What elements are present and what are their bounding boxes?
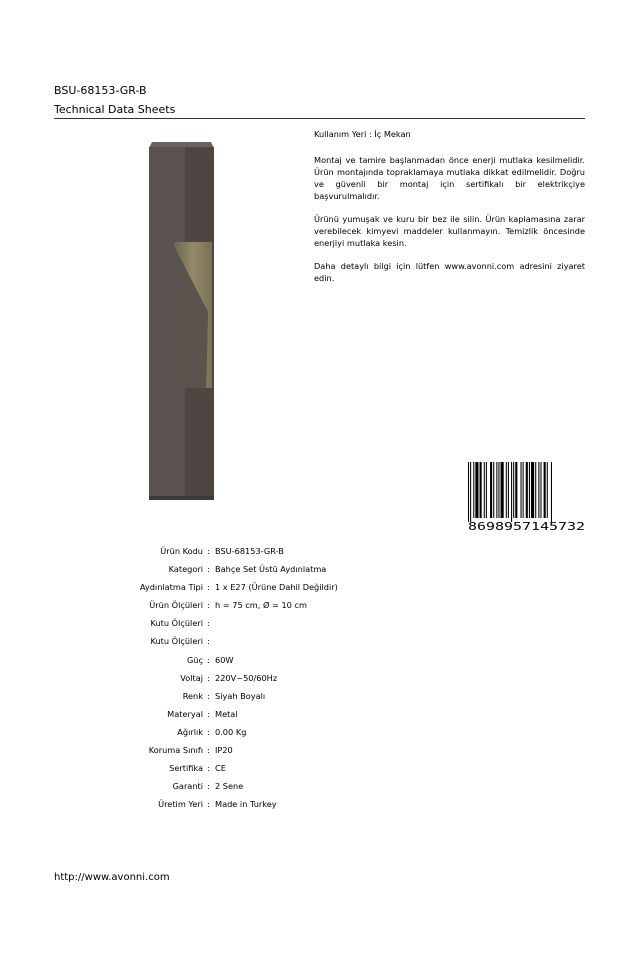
barcode-bar (480, 462, 482, 518)
barcode-bar (468, 462, 469, 522)
spec-value: Made in Turkey (215, 799, 277, 810)
header-subtitle: Technical Data Sheets (54, 103, 176, 116)
spec-row-color: Renk : Siyah Boyalı (60, 689, 420, 707)
barcode-bar (508, 462, 509, 518)
spec-label: Sertifika (169, 763, 203, 774)
barcode-bar (538, 462, 539, 518)
barcode-bar (547, 462, 548, 518)
header-product-code: BSU-68153-GR-B (54, 84, 147, 97)
header-divider (54, 118, 585, 119)
info-paragraph-cleaning: Ürünü yumuşak ve kuru bir bez ile silin. Ürün kaplamasına zarar verebilecek kimyevi maddeler kullanmayın. Temizlik öncesinde enerjiyi mutlaka kesin. (314, 214, 585, 248)
barcode-bar (486, 462, 487, 518)
barcode-bar (470, 462, 471, 522)
barcode-bar (473, 462, 474, 518)
barcode-bar (540, 462, 541, 518)
usage-location: Kullanım Yeri : İç Mekan (314, 129, 411, 139)
barcode-bar (496, 462, 497, 518)
spec-row-voltage: Voltaj : 220V~50/60Hz (60, 671, 420, 689)
barcode-bar (551, 462, 552, 522)
spec-label: Kutu Ölçüleri (150, 618, 203, 629)
barcode-bar (521, 462, 522, 518)
spec-row-product-code: Ürün Kodu : BSU-68153-GR-B (60, 544, 420, 562)
spec-row-material: Materyal : Metal (60, 707, 420, 725)
spec-value: 1 x E27 (Ürüne Dahil Değildir) (215, 582, 338, 593)
barcode-bar (484, 462, 485, 518)
spec-label: Ürün Kodu (160, 546, 203, 556)
barcode-bar (513, 462, 514, 518)
barcode-bar (523, 462, 524, 518)
spec-label: Garanti (172, 781, 203, 792)
spec-row-certificate: Sertifika : CE (60, 761, 420, 779)
info-paragraph-website: Daha detaylı bilgi için lütfen www.avonni.com adresini ziyaret edin. (314, 261, 585, 283)
spec-label: Kategori (168, 564, 203, 575)
spec-row-box-dimensions-2: Kutu Ölçüleri : (60, 634, 420, 652)
barcode-bar (498, 462, 499, 518)
barcode (468, 462, 585, 532)
spec-row-lighting-type: Aydınlatma Tipi : 1 x E27 (Ürüne Dahil Değildir) (60, 580, 420, 598)
spec-value: Metal (215, 708, 238, 719)
spec-value: h = 75 cm, Ø = 10 cm (215, 600, 307, 611)
spec-value: Bahçe Set Üstü Aydınlatma (215, 564, 327, 575)
spec-row-box-dimensions: Kutu Ölçüleri : (60, 616, 420, 634)
barcode-bar (529, 462, 530, 518)
spec-row-warranty: Garanti : 2 Sene (60, 779, 420, 797)
product-image (148, 142, 216, 504)
spec-label: Ağırlık (177, 726, 203, 737)
spec-row-product-dimensions: Ürün Ölçüleri : h = 75 cm, Ø = 10 cm (60, 598, 420, 616)
info-text (314, 128, 585, 295)
info-paragraph-installation: Montaj ve tamire başlanmadan önce enerji mutlaka kesilmelidir. Ürün montajında topraklamaya mutlaka dikkat edilmelidir. Doğru ve güvenli bir montaj için sertifikalı bir elektrikçiye başvurulmalıdır. (314, 155, 585, 201)
barcode-bar (493, 462, 494, 518)
spec-value: Siyah Boyalı (215, 690, 266, 701)
spec-row-origin: Üretim Yeri : Made in Turkey (60, 797, 420, 815)
spec-row-protection-class: Koruma Sınıfı : IP20 (60, 743, 420, 761)
spec-label: Koruma Sınıfı (148, 745, 203, 756)
barcode-bar (535, 462, 536, 518)
barcode-bar (544, 462, 546, 518)
spec-row-weight: Ağırlık : 0.00 Kg (60, 725, 420, 743)
spec-value: 220V~50/60Hz (215, 672, 278, 683)
spec-label: Aydınlatma Tipi (139, 582, 203, 593)
spec-value: 2 Sene (215, 781, 244, 792)
spec-label: Üretim Yeri (158, 799, 203, 810)
spec-label: Güç (186, 654, 203, 665)
spec-value: CE (215, 763, 226, 774)
spec-label: Renk (182, 690, 203, 701)
spec-label: Voltaj (180, 672, 203, 683)
barcode-bars (468, 462, 552, 522)
barcode-bar (531, 462, 534, 518)
spec-value: 0.00 Kg (215, 726, 247, 737)
barcode-digits: 8698957145732 (468, 521, 585, 532)
spec-label: Kutu Ölçüleri (150, 636, 203, 647)
spec-table (60, 544, 420, 815)
spec-value: BSU-68153-GR-B (215, 546, 284, 556)
barcode-bar (511, 462, 512, 522)
spec-label: Ürün Ölçüleri (149, 600, 203, 611)
spec-label: Materyal (167, 708, 203, 719)
spec-value: 60W (215, 654, 234, 665)
barcode-bar (526, 462, 528, 518)
footer-website-link[interactable]: http://www.avonni.com (54, 872, 170, 883)
spec-row-category: Kategori : Bahçe Set Üstü Aydınlatma (60, 562, 420, 580)
barcode-bar (501, 462, 504, 518)
barcode-bar (490, 462, 492, 518)
barcode-bar (475, 462, 478, 518)
barcode-bar (506, 462, 507, 518)
spec-row-power: Güç : 60W (60, 653, 420, 671)
barcode-bar (515, 462, 517, 518)
spec-value: IP20 (215, 745, 233, 756)
